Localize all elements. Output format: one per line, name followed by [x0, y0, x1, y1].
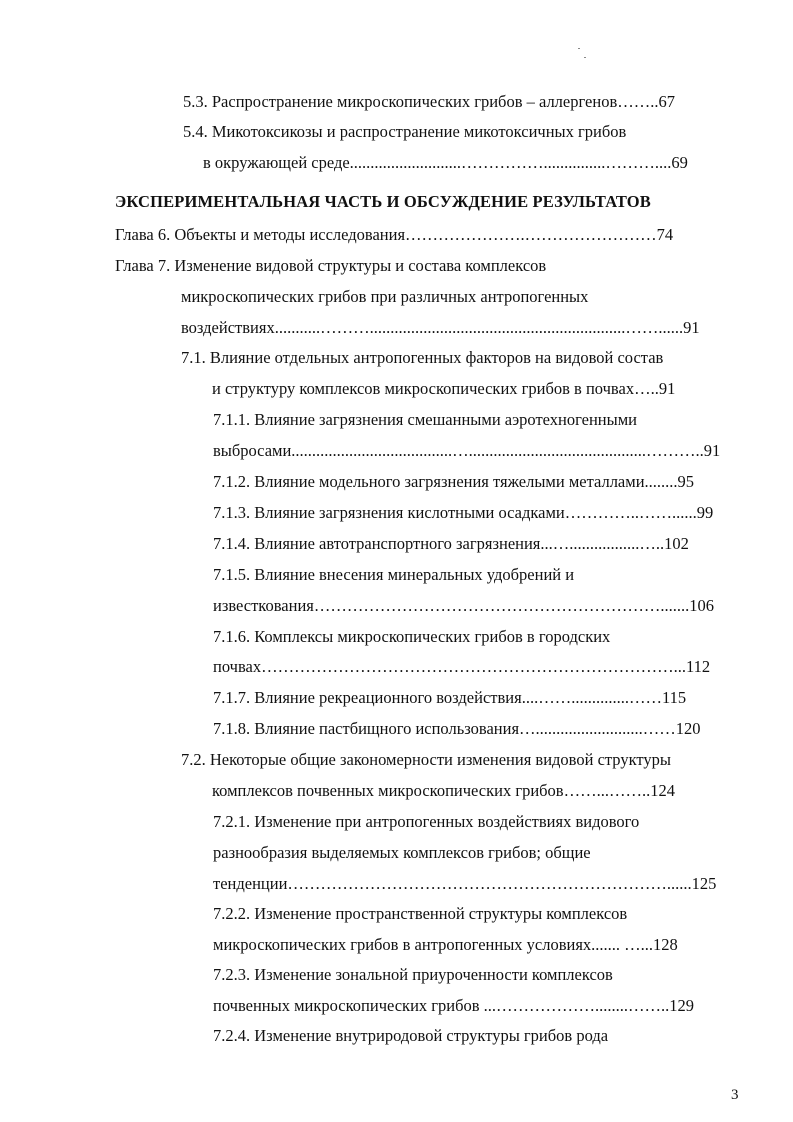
- toc-entry-7-2-3: 7.2.3. Изменение зональной приуроченности комплексов: [213, 965, 613, 984]
- scan-speck: [578, 48, 580, 49]
- toc-entry-7-1-7: 7.1.7. Влияние рекреационного воздействия....……..............……115: [213, 688, 687, 707]
- toc-entry-7-1-3: 7.1.3. Влияние загрязнения кислотными осадками…………..……......99: [213, 503, 714, 522]
- toc-chapter-7-cont: микроскопических грибов при различных антропогенных: [181, 287, 589, 306]
- toc-entry-7-1-5: 7.1.5. Влияние внесения минеральных удобрений и: [213, 565, 575, 584]
- toc-entry-7-1-cont: и структуру комплексов микроскопических грибов в почвах…..91: [212, 379, 676, 398]
- toc-chapter-7: Глава 7. Изменение видовой структуры и состава комплексов: [115, 256, 547, 275]
- toc-entry-7-1-1: 7.1.1. Влияние загрязнения смешанными аэротехногенными: [213, 410, 637, 429]
- toc-entry-7-1: 7.1. Влияние отдельных антропогенных факторов на видовой состав: [181, 348, 664, 367]
- scan-speck: [584, 57, 586, 58]
- toc-entry-7-2-3-cont: почвенных микроскопических грибов ...………………........……..129: [213, 996, 695, 1015]
- toc-entry-7-2: 7.2. Некоторые общие закономерности изменения видовой структуры: [181, 750, 671, 769]
- toc-entry-7-2-cont: комплексов почвенных микроскопических грибов……...……..124: [212, 781, 675, 800]
- toc-entry-7-1-6-cont: почвах…………………………………………………………………...112: [213, 657, 711, 676]
- toc-chapter-7-cont: воздействиях...........………..............................................................……......91: [181, 318, 700, 337]
- toc-entry-7-2-1: 7.2.1. Изменение при антропогенных воздействиях видового: [213, 812, 640, 831]
- toc-entry-5-4-cont: в окружающей среде...........................……………...............………....69: [203, 153, 688, 172]
- section-heading: ЭКСПЕРИМЕНТАЛЬНАЯ ЧАСТЬ И ОБСУЖДЕНИЕ РЕЗУЛЬТАТОВ: [115, 192, 651, 211]
- toc-entry-7-2-2: 7.2.2. Изменение пространственной структуры комплексов: [213, 904, 628, 923]
- page-number: 3: [731, 1087, 739, 1103]
- toc-entry-7-1-1-cont: выбросами.......................................…...........................................………..91: [213, 441, 721, 460]
- toc-entry-7-1-2: 7.1.2. Влияние модельного загрязнения тяжелыми металлами........95: [213, 472, 695, 491]
- toc-entry-5-3: 5.3. Распространение микроскопических грибов – аллергенов……..67: [183, 92, 675, 111]
- toc-entry-5-4: 5.4. Микотоксикозы и распространение микотоксичных грибов: [183, 122, 627, 141]
- toc-entry-7-1-8: 7.1.8. Влияние пастбищного использования…..........................……120: [213, 719, 701, 738]
- toc-entry-7-1-6: 7.1.6. Комплексы микроскопических грибов в городских: [213, 627, 611, 646]
- toc-entry-7-2-1-cont: тенденции……………………………………………………………......125: [213, 874, 717, 893]
- toc-entry-7-2-4: 7.2.4. Изменение внутриродовой структуры грибов рода: [213, 1026, 609, 1045]
- toc-entry-7-2-1-cont: разнообразия выделяемых комплексов грибов; общие: [213, 843, 591, 862]
- toc-chapter-6: Глава 6. Объекты и методы исследования………………….……………………74: [115, 225, 674, 244]
- toc-entry-7-1-4: 7.1.4. Влияние автотранспортного загрязнения...….................…..102: [213, 534, 689, 553]
- toc-entry-7-2-2-cont: микроскопических грибов в антропогенных условиях....... …...128: [213, 935, 678, 954]
- toc-entry-7-1-5-cont: известкования……………………………………………………….......106: [213, 596, 715, 615]
